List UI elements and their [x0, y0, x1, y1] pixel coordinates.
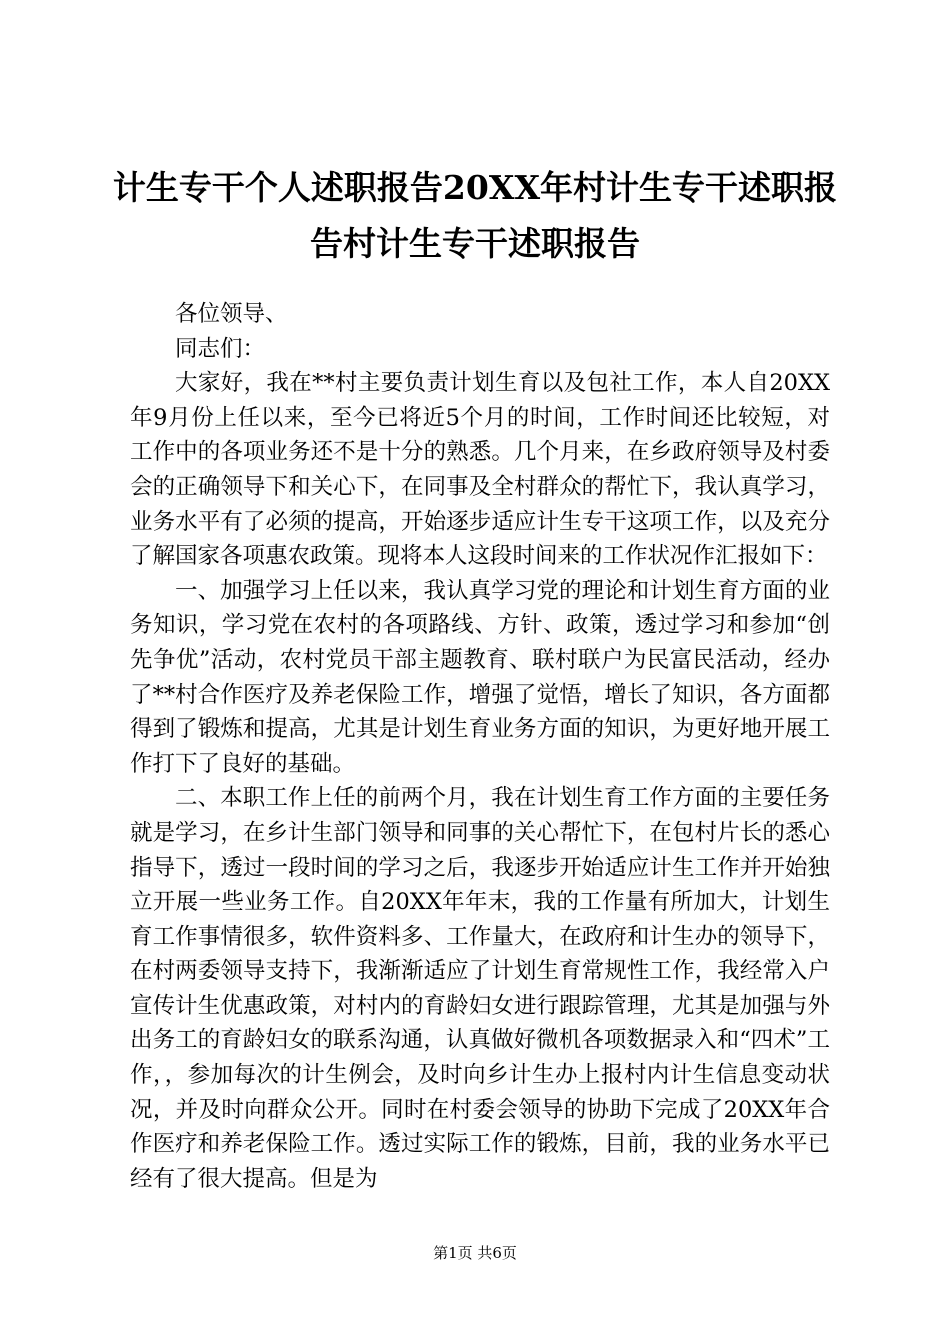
document-body — [130, 297, 830, 1196]
section-2-paragraph: 二、本职工作上任的前两个月，我在计划生育工作方面的主要任务就是学习，在乡计生部门领导和同事的关心帮忙下，在包村片长的悉心指导下，透过一段时间的学习之后，我逐步开始适应计生工作并开始独立开展一些业务工作。自20XX年年末，我的工作量有所加大，计划生育工作事情很多，软件资料多、工作量大，在政府和计生办的领导下，在村两委领导支持下，我渐渐适应了计划生育常规性工作，我经常入户宣传计生优惠政策，对村内的育龄妇女进行跟踪管理，尤其是加强与外出务工的育龄妇女的联系沟通，认真做好微机各项数据录入和“四术”工作，，参加每次的计生例会，及时向乡计生办上报村内计生信息变动状况，并及时向群众公开。同时在村委会领导的协助下完成了20XX年合作医疗和养老保险工作。透过实际工作的锻炼，目前，我的业务水平已经有了很大提高。但是为 — [130, 785, 830, 1192]
intro-paragraph: 大家好，我在**村主要负责计划生育以及包社工作，本人自20XX年9月份上任以来，至今已将近5个月的时间，工作时间还比较短，对工作中的各项业务还不是十分的熟悉。几个月来，在乡政府领导及村委会的正确领导下和关心下，在同事及全村群众的帮忙下，我认真学习，业务水平有了必须的提高，开始逐步适应计生专干这项工作，以及充分了解国家各项惠农政策。现将本人这段时间来的工作状况作汇报如下： — [130, 370, 830, 570]
section-1-paragraph: 一、加强学习上任以来，我认真学习党的理论和计划生育方面的业务知识，学习党在农村的各项路线、方针、政策，透过学习和参加“创先争优”活动，农村党员干部主题教育、联村联户为民富民活动，经办了**村合作医疗及养老保险工作，增强了觉悟，增长了知识，各方面都得到了锻炼和提高，尤其是计划生育业务方面的知识，为更好地开展工作打下了良好的基础。 — [130, 577, 830, 777]
page-number-footer: 第1页 共6页 — [433, 1244, 517, 1262]
document-title: 计生专干个人述职报告20XX年村计生专干述职报告村计生专干述职报告 — [112, 168, 838, 263]
salutation-line-2: 同志们： — [175, 335, 266, 362]
salutation-line-1: 各位领导、 — [175, 301, 288, 327]
